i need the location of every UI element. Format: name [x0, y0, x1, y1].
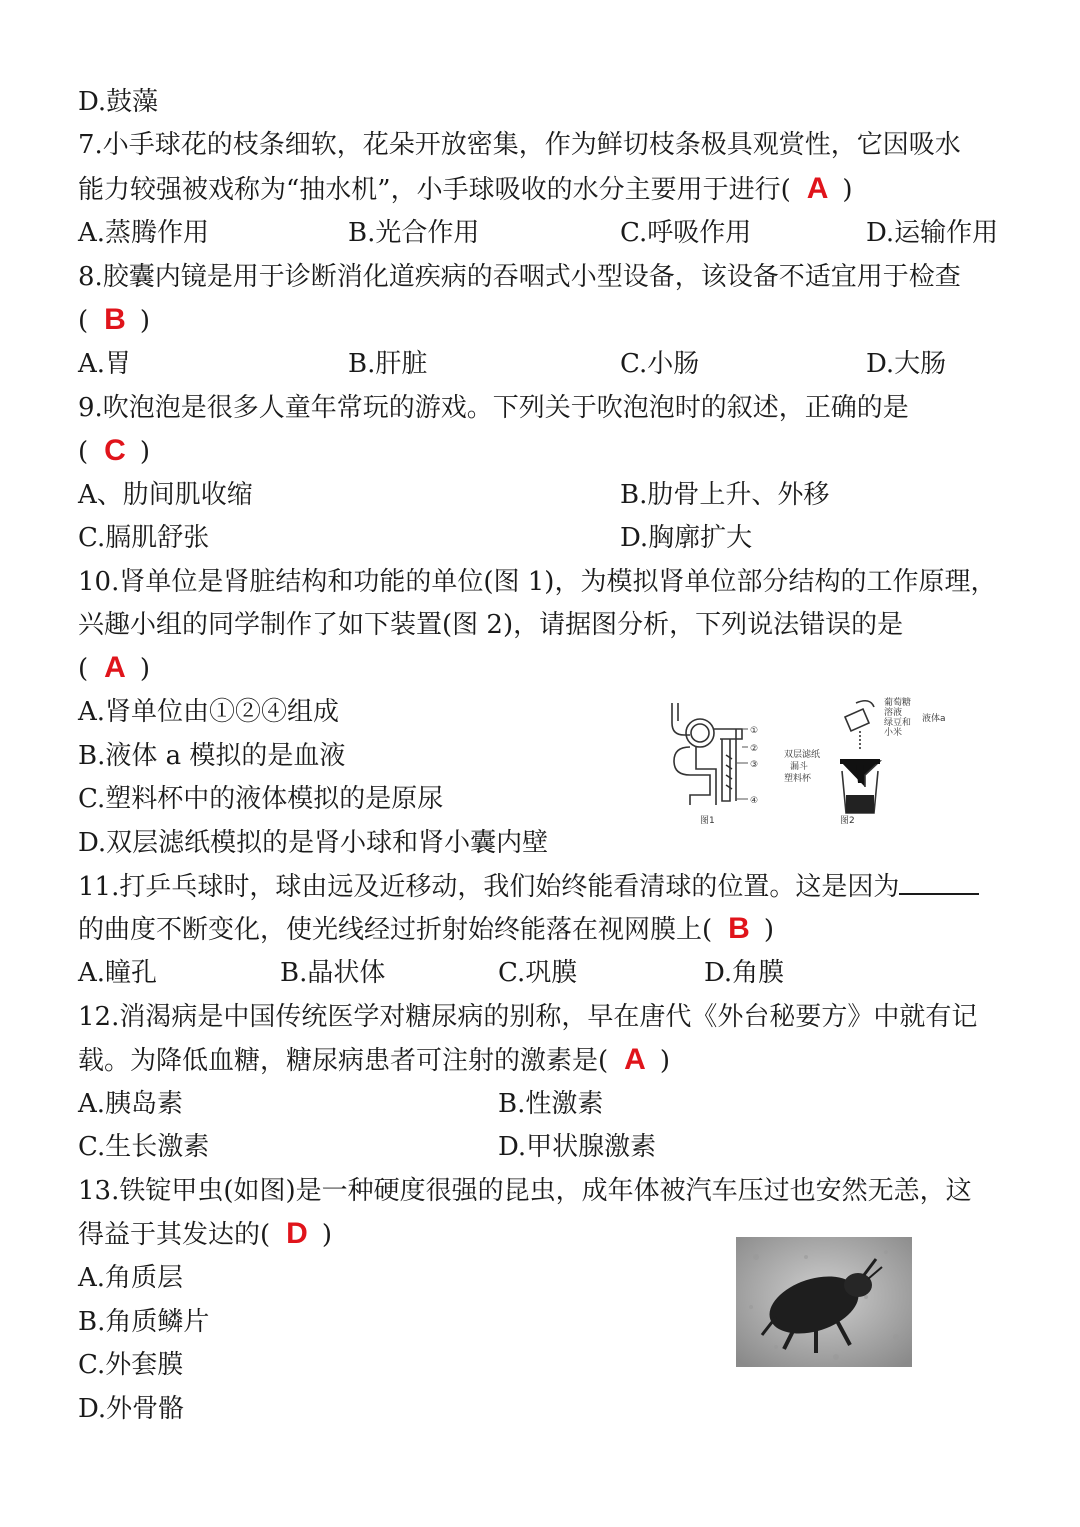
q10-option-c: C.塑料杯中的液体模拟的是原尿	[78, 784, 444, 814]
q7-option-a: A.蒸腾作用	[78, 218, 210, 248]
q7-option-b: B.光合作用	[348, 218, 480, 248]
fig2-caption: 图2	[840, 816, 855, 826]
q7-option-c: C.呼吸作用	[620, 218, 752, 248]
q11-option-d: D.角膜	[704, 958, 785, 988]
q9-answer: C	[104, 434, 126, 467]
q10-option-b: B.液体 a 模拟的是血液	[78, 741, 346, 771]
label-mung-bean: 绿豆和	[884, 718, 912, 728]
q12-stem-text2: 载。为降低血糖，糖尿病患者可注射的激素是(	[78, 1046, 609, 1076]
label-funnel: 漏斗	[790, 762, 809, 772]
q13-answer: D	[286, 1217, 308, 1250]
q12-answer: A	[624, 1043, 646, 1076]
q7-answer: A	[806, 172, 829, 205]
q11-blank	[899, 869, 979, 895]
q12-option-d: D.甲状腺激素	[498, 1132, 657, 1162]
q8-option-c: C.小肠	[620, 349, 700, 379]
q6-option-d: D.鼓藻	[78, 87, 159, 117]
q10-answer: A	[104, 651, 126, 684]
q9-stem-line1: 9.吹泡泡是很多人童年常玩的游戏。下列关于吹泡泡时的叙述，正确的是	[78, 393, 909, 423]
q10-stem-line2: 兴趣小组的同学制作了如下装置(图 2)，请据图分析，下列说法错误的是	[78, 610, 904, 640]
q8-option-d: D.大肠	[866, 349, 947, 379]
q9-open-paren: (	[78, 437, 89, 467]
q11-option-c: C.巩膜	[498, 958, 578, 988]
q10-close-paren: )	[139, 654, 150, 684]
q11-stem-text: 11.打乒乓球时，球由远及近移动，我们始终能看清球的位置。这是因为	[78, 872, 900, 902]
q8-answer: B	[104, 303, 126, 336]
fig1-nephron	[672, 703, 742, 805]
q8-close-paren: )	[139, 306, 150, 336]
q12-stem-line1: 12.消渴病是中国传统医学对糖尿病的别称，早在唐代《外台秘要方》中就有记	[78, 1002, 978, 1032]
q10-option-a: A.肾单位由①②④组成	[78, 697, 340, 727]
marker-3: ③	[750, 760, 759, 770]
q13-option-b: B.角质鳞片	[78, 1307, 210, 1337]
q9-close-paren: )	[139, 437, 150, 467]
q7-option-d: D.运输作用	[866, 218, 999, 248]
fig1-markers	[736, 726, 758, 806]
label-double-filter: 双层滤纸	[784, 750, 821, 760]
q9-option-a: A、肋间肌收缩	[78, 480, 253, 510]
marker-4: ④	[750, 796, 759, 806]
q10-option-d: D.双层滤纸模拟的是肾小球和肾小囊内壁	[78, 828, 549, 858]
q13-stem-line1: 13.铁锭甲虫(如图)是一种硬度很强的昆虫，成年体被汽车压过也安然无恙，这	[78, 1176, 972, 1206]
q11-option-a: A.瞳孔	[78, 958, 158, 988]
label-millet: 小米	[884, 728, 903, 738]
label-glucose: 葡萄糖	[884, 698, 912, 708]
label-liquid-a: 液体a	[922, 714, 946, 724]
q13-close-paren: )	[321, 1220, 332, 1250]
q11-answer: B	[728, 912, 750, 945]
q8-option-a: A.胃	[78, 349, 132, 379]
q11-close-paren: )	[763, 915, 774, 945]
q10-answer-line	[78, 651, 150, 686]
q11-stem-text2: 的曲度不断变化，使光线经过折射始终能落在视网膜上(	[78, 915, 713, 945]
q9-option-c: C.膈肌舒张	[78, 523, 210, 553]
q8-option-b: B.肝脏	[348, 349, 428, 379]
q11-option-b: B.晶状体	[280, 958, 386, 988]
q12-option-a: A.胰岛素	[78, 1089, 184, 1119]
q10-stem-line1: 10.肾单位是肾脏结构和功能的单位(图 1)，为模拟肾单位部分结构的工作原理，	[78, 567, 997, 597]
filter-paper	[840, 759, 880, 764]
q7-close-paren: )	[842, 175, 853, 205]
cup-liquid	[846, 795, 874, 813]
label-plastic-cup: 塑料杯	[784, 774, 812, 784]
q10-open-paren: (	[78, 654, 89, 684]
marker-1: ①	[750, 726, 759, 736]
q13-stem-line2	[78, 1217, 332, 1252]
q13-option-a: A.角质层	[78, 1263, 184, 1293]
q9-option-d: D.胸廓扩大	[620, 523, 753, 553]
q8-stem-line1: 8.胶囊内镜是用于诊断消化道疾病的吞咽式小型设备，该设备不适宜用于检查	[78, 262, 961, 292]
q9-option-b: B.肋骨上升、外移	[620, 480, 830, 510]
q13-option-d: D.外骨骼	[78, 1394, 185, 1424]
q9-answer-line	[78, 434, 150, 469]
q11-stem-line2	[78, 912, 774, 947]
fig1-caption: 图1	[700, 816, 715, 826]
beetle-photo	[736, 1237, 912, 1367]
q12-option-c: C.生长激素	[78, 1132, 210, 1162]
q13-stem-text2: 得益于其发达的(	[78, 1220, 271, 1250]
nephron-diagram	[660, 695, 960, 830]
q12-stem-line2	[78, 1043, 670, 1078]
marker-2: ②	[750, 744, 759, 754]
label-solution: 溶液	[884, 708, 903, 718]
q8-open-paren: (	[78, 306, 89, 336]
q13-option-c: C.外套膜	[78, 1350, 184, 1380]
q11-stem-line1	[78, 869, 979, 904]
q7-stem-line2	[78, 172, 853, 207]
q12-close-paren: )	[659, 1046, 670, 1076]
q7-stem-line1: 7.小手球花的枝条细软，花朵开放密集，作为鲜切枝条极具观赏性，它因吸水	[78, 130, 961, 160]
q12-option-b: B.性激素	[498, 1089, 604, 1119]
q7-stem-text: 能力较强被戏称为“抽水机”，小手球吸收的水分主要用于进行(	[78, 175, 791, 205]
q8-answer-line	[78, 303, 150, 338]
